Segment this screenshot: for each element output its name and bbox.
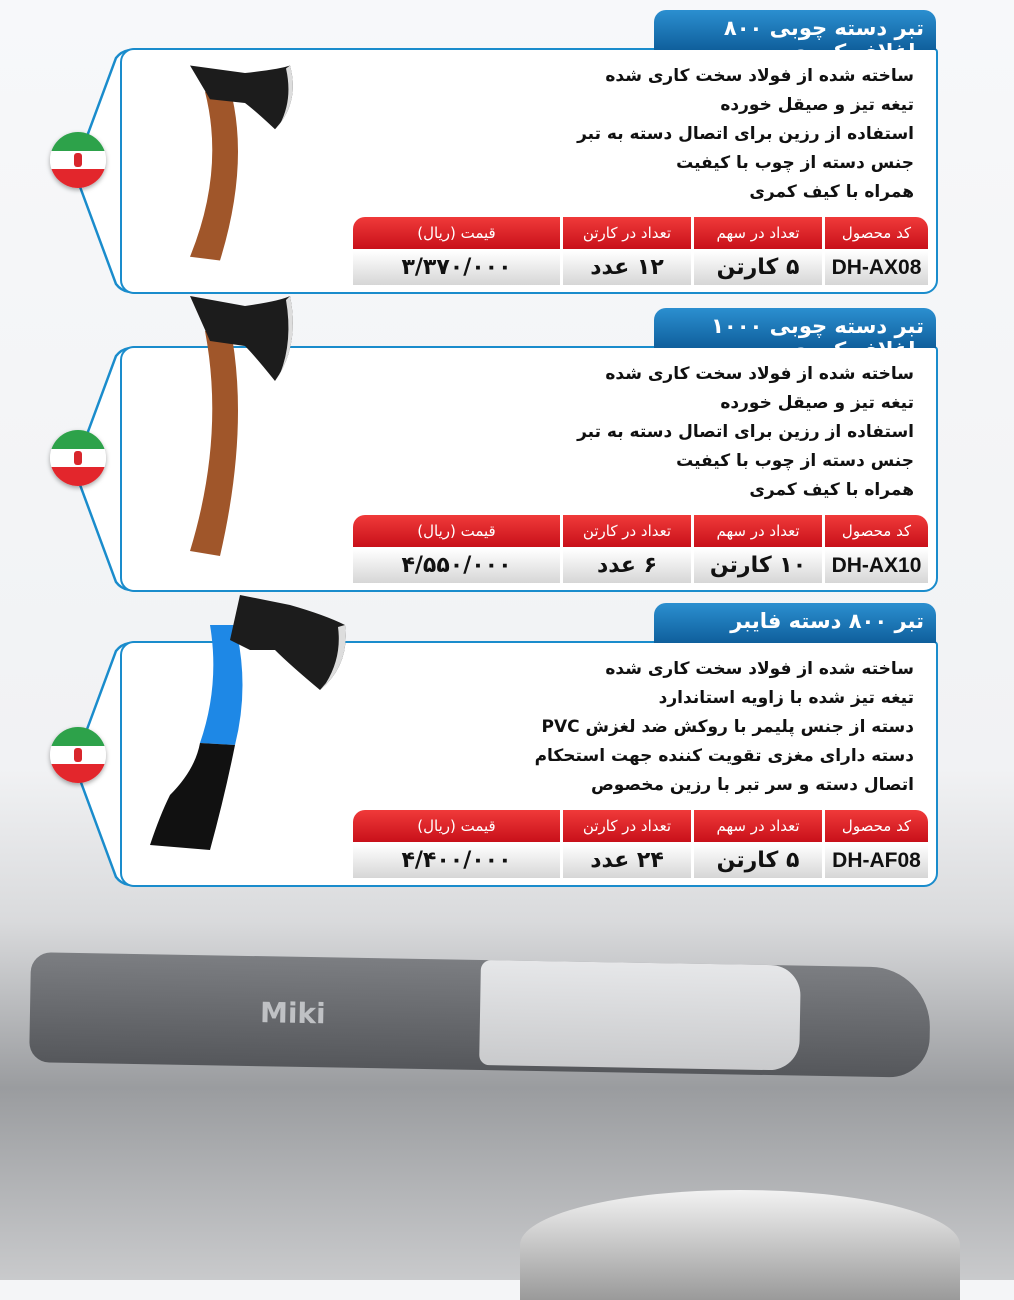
- feature-list: [577, 62, 914, 207]
- per-share: ۵ کارتن: [694, 251, 822, 285]
- table-header: تعداد در سهم: [694, 810, 822, 842]
- price: ۴/۴۰۰/۰۰۰: [353, 844, 560, 878]
- table-header: قیمت (ریال): [353, 217, 560, 249]
- feature-item: استفاده از رزین برای اتصال دسته به تبر: [577, 422, 914, 442]
- table-header: کد محصول: [825, 810, 928, 842]
- feature-item: ساخته شده از فولاد سخت کاری شده: [605, 659, 914, 679]
- product-code: DH-AX08: [825, 251, 928, 285]
- table-header: تعداد در سهم: [694, 217, 822, 249]
- feature-item: اتصال دسته و سر تبر با رزین مخصوص: [590, 775, 914, 795]
- per-carton: ۲۴ عدد: [563, 844, 691, 878]
- feature-item: ساخته شده از فولاد سخت کاری شده: [605, 66, 914, 86]
- feature-item: استفاده از رزین برای اتصال دسته به تبر: [577, 124, 914, 144]
- product-card: [0, 10, 1014, 300]
- feature-list: [577, 360, 914, 505]
- product-card: [0, 308, 1014, 598]
- per-carton: ۱۲ عدد: [563, 251, 691, 285]
- axe-image: [140, 595, 350, 865]
- feature-item: تیغه تیز و صیقل خورده: [720, 393, 914, 413]
- feature-item: جنس دسته از چوب با کیفیت: [676, 153, 914, 173]
- feature-item: جنس دسته از چوب با کیفیت: [676, 451, 914, 471]
- spec-table: [362, 810, 928, 878]
- feature-list: [535, 655, 914, 800]
- iran-flag-icon: [50, 132, 106, 188]
- per-share: ۱۰ کارتن: [694, 549, 822, 583]
- table-header: کد محصول: [825, 515, 928, 547]
- feature-item: تیغه تیز و صیقل خورده: [720, 95, 914, 115]
- table-header: کد محصول: [825, 217, 928, 249]
- feature-item: همراه با کیف کمری: [749, 182, 914, 202]
- background-axe-image: [29, 952, 931, 1078]
- product-title: تبر دسته چوبی ۸۰۰ باغلاف کمری: [654, 10, 936, 50]
- feature-item: ساخته شده از فولاد سخت کاری شده: [605, 364, 914, 384]
- feature-item: دسته از جنس پلیمر با روکش ضد لغزش PVC: [541, 717, 914, 737]
- table-header: قیمت (ریال): [353, 515, 560, 547]
- feature-item: تیغه تیز شده با زاویه استاندارد: [658, 688, 914, 708]
- axe-image: [150, 286, 340, 566]
- table-header: تعداد در کارتن: [563, 515, 691, 547]
- product-title: تبر ۸۰۰ دسته فایبر: [654, 603, 936, 643]
- product-title: تبر دسته چوبی ۱۰۰۰ باغلاف کمری: [654, 308, 936, 348]
- feature-item: دسته دارای مغزی تقویت کننده جهت استحکام: [534, 746, 914, 766]
- iran-flag-icon: [50, 430, 106, 486]
- table-header: تعداد در کارتن: [563, 217, 691, 249]
- background-brand: Miki: [259, 996, 326, 1031]
- table-header: تعداد در سهم: [694, 515, 822, 547]
- product-code: DH-AF08: [825, 844, 928, 878]
- table-header: تعداد در کارتن: [563, 810, 691, 842]
- product-card: [0, 603, 1014, 893]
- spec-table: [362, 515, 928, 583]
- axe-image: [150, 58, 340, 268]
- price: ۴/۵۵۰/۰۰۰: [353, 549, 560, 583]
- per-carton: ۶ عدد: [563, 549, 691, 583]
- background-stump: [520, 1190, 960, 1300]
- per-share: ۵ کارتن: [694, 844, 822, 878]
- feature-item: همراه با کیف کمری: [749, 480, 914, 500]
- product-code: DH-AX10: [825, 549, 928, 583]
- table-header: قیمت (ریال): [353, 810, 560, 842]
- iran-flag-icon: [50, 727, 106, 783]
- spec-table: [362, 217, 928, 285]
- price: ۳/۳۷۰/۰۰۰: [353, 251, 560, 285]
